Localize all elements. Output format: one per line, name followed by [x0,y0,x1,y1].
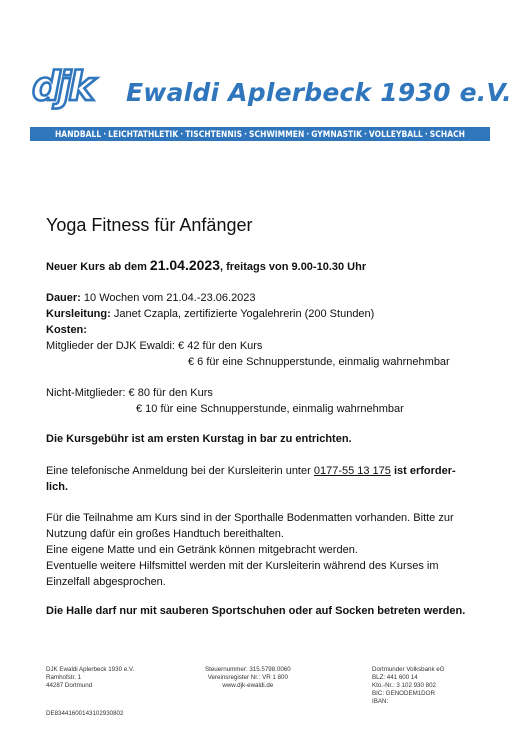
costs-label: Kosten: [46,324,87,336]
hall-note: Die Halle darf nur mit sauberen Sportschuhen oder auf Socken betreten werden. [46,605,466,617]
sports-separator: · [424,129,428,139]
document-body [46,213,486,237]
nonmembers-trial-price: € 10 für eine Schnupperstunde, einmalig wahrnehmbar [136,403,404,415]
footer-line: Vereinsregister Nr.: VR 1 800 [207,674,288,681]
footer-line: Dortmunder Volksbank eG [372,666,445,673]
sport-item: LEICHTATHLETIK [108,129,179,139]
page-title: Yoga Fitness für Anfänger [46,215,253,235]
club-name: Ewaldi Aplerbeck 1930 e.V. [126,78,512,107]
info-line: Eine eigene Matte und ein Getränk können mitgebracht werden. [46,544,358,556]
footer-address [46,666,134,690]
intro-prefix: Neuer Kurs ab dem [46,261,150,273]
footer-iban: DE83441600143102930802 [46,710,124,717]
registration-note [46,463,456,495]
info-line: Einzelfall abgesprochen. [46,576,166,588]
footer-line: DJK Ewaldi Aplerbeck 1930 e.V. [46,666,135,673]
intro-date: 21.04.2023 [149,257,220,273]
duration-value: 10 Wochen vom 21.04.-23.06.2023 [80,292,256,304]
sport-item: SCHWIMMEN [249,129,305,139]
footer-line: Ramhofstr. 1 [46,674,82,681]
djk-logo [30,62,122,110]
fee-note: Die Kursgebühr ist am ersten Kurstag in bar zu entrichten. [46,433,352,445]
duration-label: Dauer: [46,292,81,304]
sports-separator: · [306,129,310,139]
sports-separator: · [180,129,184,139]
phone-number[interactable]: 0177-55 13 175 [313,465,391,477]
sports-banner [30,127,490,141]
footer-line: Steuernummer: 315.5798.0060 [205,666,291,673]
footer-line: BIC: GENODEM1DOR [372,690,435,697]
footer-line: Kto.-Nr.: 3 102 930 802 [372,682,436,689]
footer-website[interactable]: www.djk-ewaldi.de [222,682,274,689]
sport-item: GYMNASTIK [311,129,362,139]
nonmembers-price: Nicht-Mitglieder: € 80 für den Kurs [46,387,213,399]
sport-item: VOLLEYBALL [368,129,423,139]
lead-label: Kursleitung: [46,308,111,320]
info-paragraph [46,510,454,590]
members-trial-price: € 6 für eine Schnupperstunde, einmalig wahrnehmbar [188,356,450,368]
phone-suffix: ist erforder- [390,465,456,477]
phone-line2: lich. [46,481,69,493]
members-price: Mitglieder der DJK Ewaldi: € 42 für den Kurs [46,340,263,352]
sports-separator: · [103,129,107,139]
footer-line: 44287 Dortmund [46,682,93,689]
footer-bank [372,666,445,706]
phone-prefix: Eine telefonische Anmeldung bei der Kursleiterin unter [46,465,314,477]
info-line: Für die Teilnahme am Kurs sind in der Sporthalle Bodenmatten vorhanden. Bitte zur [46,512,454,524]
sport-item: TISCHTENNIS [185,129,243,139]
info-line: Nutzung dafür ein großes Handtuch bereithalten. [46,528,284,540]
course-intro [46,257,366,273]
letterhead [30,62,512,112]
sport-item: SCHACH [429,129,466,139]
intro-suffix: , freitags von 9.00-10.30 Uhr [220,261,367,273]
footer-line: BLZ: 441 600 14 [372,674,418,681]
nonmember-prices [46,385,404,417]
course-details [46,290,450,370]
footer-registry [205,666,291,690]
svg-text:djk: djk [32,64,92,110]
info-line: Eventuelle weitere Hilfsmittel werden mit der Kursleiterin während des Kurses im [46,560,439,572]
sports-separator: · [363,129,367,139]
lead-value: Janet Czapla, zertifizierte Yogalehrerin (200 Stunden) [110,308,375,320]
sports-separator: · [244,129,248,139]
footer-line: IBAN: [372,698,389,705]
sport-item: HANDBALL [54,129,102,139]
